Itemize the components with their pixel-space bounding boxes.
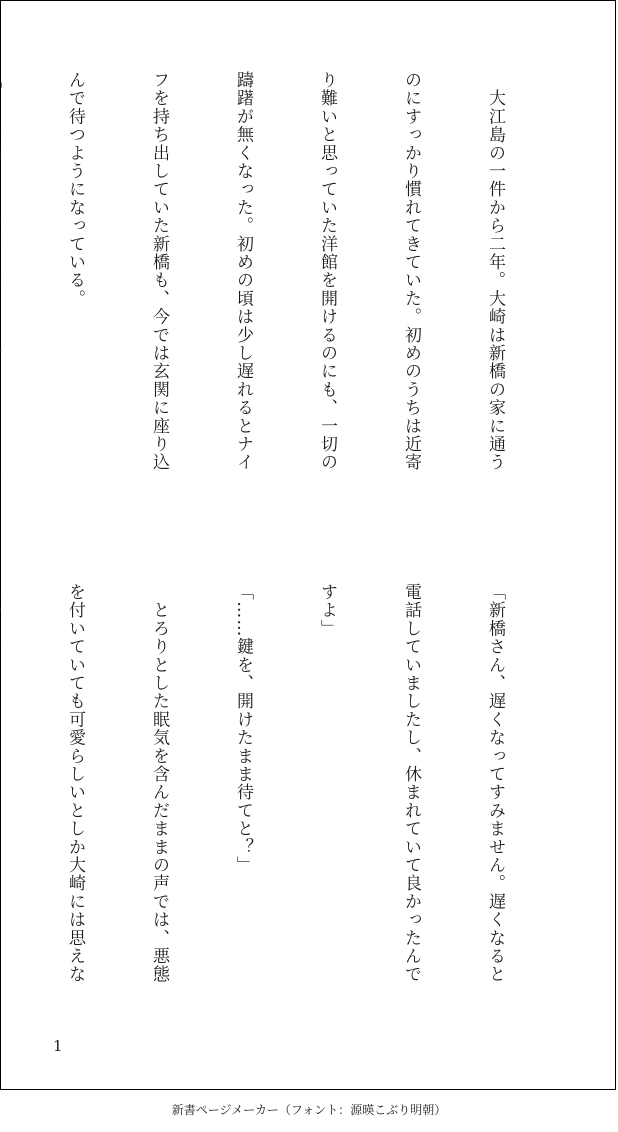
text-line (0, 71, 5, 531)
text-line: 「新橋さん、遅くなってすみません。遅くなると (485, 583, 505, 984)
page-number: 1 (53, 1037, 63, 1055)
footer-credit: 新書ページメーカー（フォント：源暎こぶり明朝） (171, 1103, 447, 1117)
text-line: フを持ち出していた新橋も、今では玄関に座り込 (149, 71, 169, 472)
text-line: を付いていても可愛らしいとしか大崎には思えな (65, 583, 85, 984)
text-line: のにすっかり慣れてきていた。初めのうちは近寄 (401, 71, 421, 472)
text-line: んで待つようになっている。 (65, 71, 85, 308)
upper-text-column (0, 71, 565, 531)
text-line (0, 583, 5, 1003)
text-line: 大江島の一件から二年。大崎は新橋の家に通う (485, 71, 505, 472)
text-line: り難いと思っていた洋館を開けるのにも、一切の (317, 71, 337, 472)
text-line: とろりとした眠気を含んだままの声では、悪態 (149, 583, 169, 984)
lower-text-column (0, 583, 565, 1003)
text-line: 「……鍵を、開けたまま待てと？」 (233, 583, 253, 875)
text-line: すよ」 (317, 583, 337, 638)
text-line: 電話していましたし、休まれていて良かったんで (401, 583, 421, 984)
text-line: 躊躇が無くなった。初めの頃は少し遅れるとナイ (233, 71, 253, 472)
